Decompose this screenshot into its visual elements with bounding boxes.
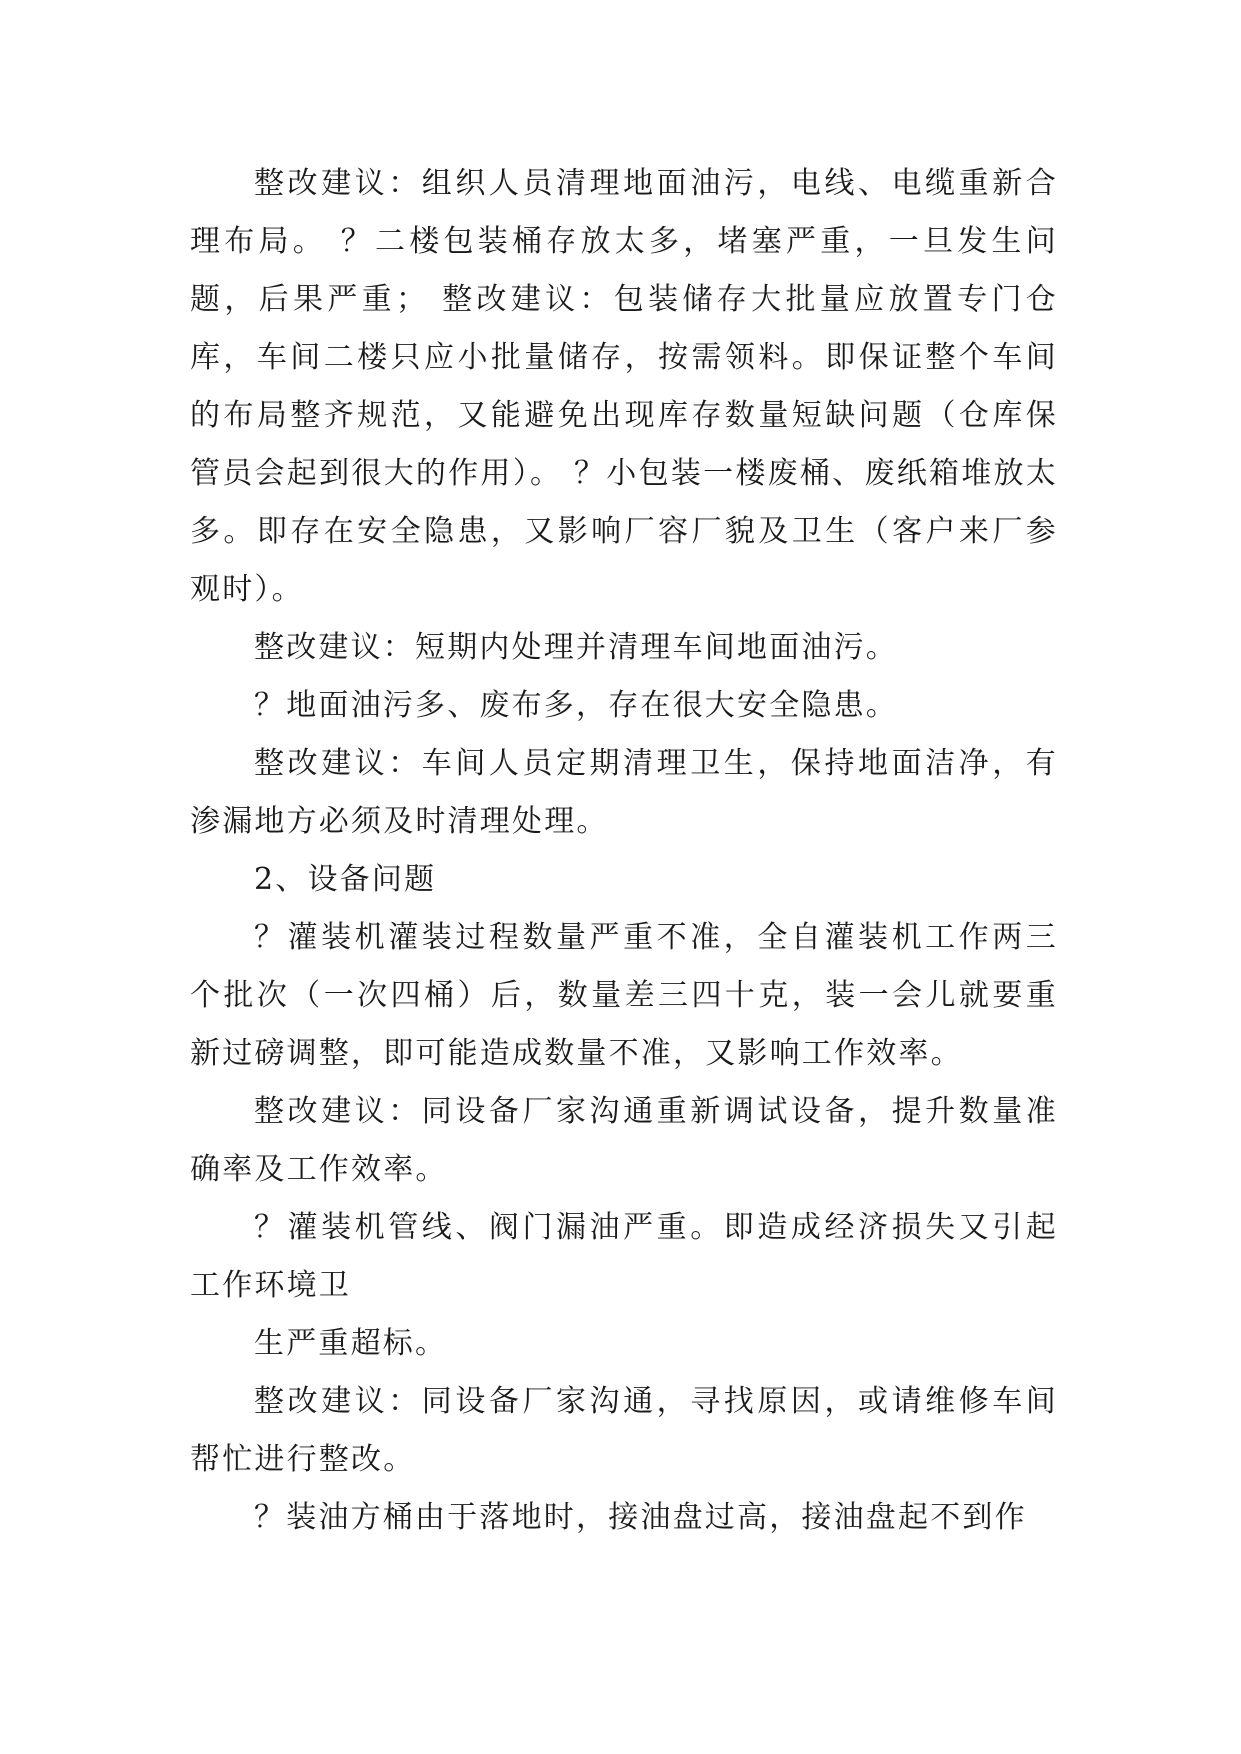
paragraph-6: ？灌装机灌装过程数量严重不准，全自灌装机工作两三个批次（一次四桶）后，数量差三四十克，装一会儿就要重新过磅调整，即可能造成数量不准，又影响工作效率。 <box>190 920 1058 1071</box>
paragraph-8: ？灌装机管线、阀门漏油严重。即造成经济损失又引起工作环境卫 <box>190 1210 1058 1303</box>
paragraph-4: 整改建议：车间人员定期清理卫生，保持地面洁净，有渗漏地方必须及时清理处理。 <box>190 746 1058 839</box>
paragraph-1: 整改建议：组织人员清理地面油污，电线、电缆重新合理布局。 ？二楼包装桶存放太多，堵塞严重，一旦发生问题，后果严重； 整改建议：包装储存大批量应放置专门仓库，车间二楼只应小批量储存，按需领料。即保证整个车间的布局整齐规范，又能避免出现库存数量短缺问题（仓库保管员会起到很大的作用）。 ？小包装一楼废桶、废纸箱堆放太多。即存在安全隐患，又影响厂容厂貌及卫生（客户来厂参观时）。 <box>190 166 1058 607</box>
section-heading-equipment: 2、设备问题 <box>254 862 437 897</box>
paragraph-9: 生严重超标。 <box>254 1326 448 1361</box>
paragraph-2: 整改建议：短期内处理并清理车间地面油污。 <box>254 630 898 665</box>
paragraph-3: ？地面油污多、废布多，存在很大安全隐患。 <box>254 688 898 723</box>
document-body <box>190 155 1058 1547</box>
paragraph-11: ？装油方桶由于落地时，接油盘过高，接油盘起不到作 <box>254 1500 1027 1535</box>
paragraph-10: 整改建议：同设备厂家沟通，寻找原因，或请维修车间帮忙进行整改。 <box>190 1384 1058 1477</box>
paragraph-7: 整改建议：同设备厂家沟通重新调试设备，提升数量准确率及工作效率。 <box>190 1094 1058 1187</box>
